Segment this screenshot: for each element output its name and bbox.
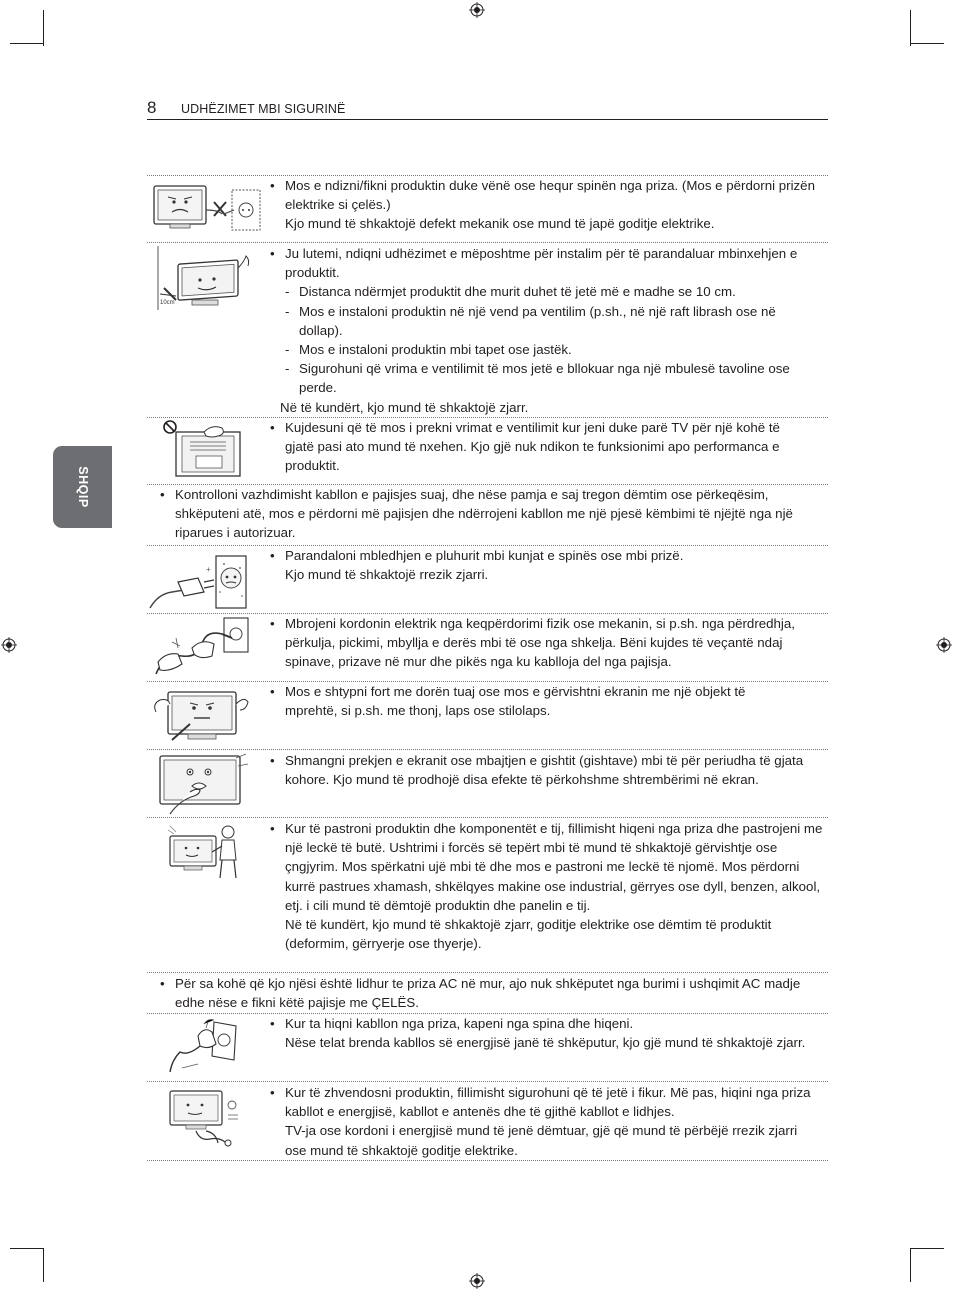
- press-screen-icon: [150, 684, 250, 746]
- row-divider: [147, 242, 828, 243]
- crop-mark: [43, 10, 44, 46]
- move-tv-cables-icon: [166, 1085, 246, 1149]
- safety-item: [158, 485, 828, 543]
- registration-mark-icon: [1, 637, 17, 653]
- finger-on-screen-icon: [150, 752, 250, 816]
- sub-item: Sigurohuni që vrima e ventilimit të mos jetë e bllokuar nga një mbulesë tavoline ose perde.: [299, 361, 790, 396]
- item-tail: Në të kundërt, kjo mund të shkaktojë zjarr.: [280, 399, 529, 415]
- crop-mark: [43, 1248, 44, 1282]
- damaged-cord-icon: [152, 614, 252, 682]
- bullet: •: [270, 1085, 275, 1100]
- crop-mark: [910, 10, 911, 46]
- item-continuation: Nëse telat brenda kabllos së energjisë janë të shkëputur, kjo gjë mund të shkaktojë zjarr.: [285, 1035, 806, 1051]
- safety-item: [158, 974, 828, 1012]
- registration-mark-icon: [469, 2, 485, 18]
- sub-item: Distanca ndërmjet produktit dhe murit duhet të jetë më e madhe se 10 cm.: [299, 284, 736, 300]
- page-number: 8: [147, 98, 157, 117]
- item-continuation: Kjo mund të shkaktojë defekt mekanik ose mund të japë goditje elektrike.: [285, 216, 715, 232]
- bullet: •: [270, 821, 275, 836]
- item-text: Për sa kohë që kjo njësi është lidhur te priza AC në mur, ajo nuk shkëputet nga burimi i ushqimit AC madje edhe nëse e fikni këtë pajisje me ÇELËS.: [175, 976, 801, 1011]
- no-touch-vents-icon: [160, 420, 244, 482]
- bullet: •: [270, 684, 275, 699]
- bullet: •: [160, 487, 165, 502]
- header-divider: [147, 119, 828, 120]
- item-text: Kur të zhvendosni produktin, fillimisht sigurohuni që të jetë i fikur. Më pas, hiqini nga priza kabllot e energjisë, kabllot e antenës dhe të gjithë kabllot e lidhjes.: [285, 1085, 811, 1120]
- item-text: Mos e shtypni fort me dorën tuaj ose mos e gërvishtni ekranin me një objekt të mprehtë, si p.sh. me thonj, laps ose stilolaps.: [285, 684, 746, 719]
- safety-item: [268, 614, 818, 672]
- crop-mark: [910, 1248, 911, 1282]
- safety-item: [268, 1083, 818, 1160]
- sub-item: Mos e instaloni produktin në një vend pa ventilim (p.sh., në një raft librash ose në dollap).: [299, 303, 776, 338]
- bullet: •: [160, 976, 165, 991]
- item-continuation: Kjo mund të shkaktojë rrezik zjarri.: [285, 567, 489, 583]
- row-divider: [147, 972, 828, 973]
- crop-mark: [910, 1248, 944, 1249]
- distance-label: 10cm: [160, 300, 175, 306]
- bullet: •: [270, 246, 275, 261]
- dusty-plug-icon: [148, 548, 252, 612]
- item-text: Ju lutemi, ndiqni udhëzimet e mëposhtme për instalim për të parandaluar mbinxehjen e produktit.: [285, 246, 798, 281]
- safety-item: [268, 682, 798, 720]
- bullet: •: [270, 548, 275, 563]
- registration-mark-icon: [936, 637, 952, 653]
- bullet: •: [270, 1016, 275, 1031]
- page-title: UDHËZIMET MBI SIGURINË: [181, 102, 346, 116]
- safety-item: [268, 176, 828, 234]
- registration-mark-icon: [469, 1273, 485, 1289]
- row-divider: [147, 817, 828, 818]
- dash: -: [285, 303, 290, 319]
- row-divider: [147, 1160, 828, 1161]
- safety-item: [268, 244, 813, 417]
- item-text: Mbrojeni kordonin elektrik nga keqpërdorimi fizik ose mekanin, si p.sh. nga përdredhja, përkulja, pickimi, mbyllja e derës mbi të ose nga shkelja. Bëni kujdes të veçantë ndaj spinave, prizave në mur dhe pikës nga ku kablloja del nga pajisja.: [285, 616, 795, 670]
- bullet: •: [270, 178, 275, 193]
- pull-plug-icon: [168, 1016, 242, 1078]
- language-tab-label: SHQIP: [75, 466, 90, 508]
- bullet: •: [270, 420, 275, 435]
- row-divider: [147, 749, 828, 750]
- item-text: Parandaloni mbledhjen e pluhurit mbi kunjat e spinës ose mbi prizë.: [285, 548, 684, 563]
- safety-item: [268, 1014, 828, 1052]
- crop-mark: [910, 43, 944, 44]
- tv-unplug-cord-icon: [152, 180, 264, 236]
- dash: -: [285, 361, 290, 377]
- item-text: Kur ta hiqni kabllon nga priza, kapeni nga spina dhe hiqeni.: [285, 1016, 634, 1031]
- language-tab[interactable]: [53, 446, 112, 528]
- bullet: •: [270, 753, 275, 768]
- tv-wall-distance-icon: [152, 246, 258, 312]
- crop-mark: [10, 43, 44, 44]
- safety-item: [268, 819, 828, 953]
- svg-text:+: +: [206, 565, 211, 574]
- bullet: •: [270, 616, 275, 631]
- crop-mark: [10, 1248, 44, 1249]
- item-text: Kujdesuni që të mos i prekni vrimat e ventilimit kur jeni duke parë TV për një kohë të gjatë pasi ato mund të nxehen. Kjo gjë nuk ndikon te funksionimi apo performanca e produktit.: [285, 420, 780, 474]
- item-text: Mos e ndizni/fikni produktin duke vënë ose hequr spinën nga priza. (Mos e përdorni prizën elektrike si çelës.): [285, 178, 815, 213]
- safety-item: [268, 418, 788, 476]
- item-continuation: TV-ja ose kordoni i energjisë mund të jenë dëmtuar, gjë që mund të përbëjë rrezik zjarri ose mund të shkaktojë goditje elektrike.: [285, 1123, 798, 1158]
- item-continuation: Në të kundërt, kjo mund të shkaktojë zjarr, goditje elektrike ose dëmtim të produktit (deformim, gërryerje ose thyerje).: [285, 917, 772, 952]
- row-divider: [147, 1081, 828, 1082]
- safety-item: [268, 546, 813, 584]
- sub-item: Mos e instaloni produktin mbi tapet ose jastëk.: [299, 342, 572, 358]
- dash: -: [285, 284, 290, 300]
- item-text: Kur të pastroni produktin dhe komponentët e tij, fillimisht hiqeni nga priza dhe pastrojeni me një leckë të butë. Ushtrimi i forcës së tepërt mbi të mund të shkaktojë gërvishtje ose çngjyrim. Mos spërkatni ujë mbi të dhe mos e pastroni me leckë të njomë. Mos përdorni kurrë pastrues xhamash, shkëlqyes makine ose industrial, gërryes ose dyll, benzen, alkool, etj. i cili mund të dëmtojë produktin dhe panelin e tij.: [285, 821, 823, 913]
- item-text: Shmangni prekjen e ekranit ose mbajtjen e gishtit (gishtave) mbi të për periudha të gjata kohore. Kjo mund të prodhojë disa efekte të përkohshme shtrembërimi në ekran.: [285, 753, 804, 788]
- cleaning-tv-icon: [166, 822, 240, 882]
- dash: -: [285, 342, 290, 358]
- item-text: Kontrolloni vazhdimisht kabllon e pajisjes suaj, dhe nëse pamja e saj tregon dëmtim ose përkeqësim, shkëputeni atë, mos e përdorni më pajisjen dhe ndërrojeni kabllon me një pjesë këmbimi të njëjtë nga një riparues i autorizuar.: [175, 487, 793, 541]
- safety-item: [268, 751, 813, 789]
